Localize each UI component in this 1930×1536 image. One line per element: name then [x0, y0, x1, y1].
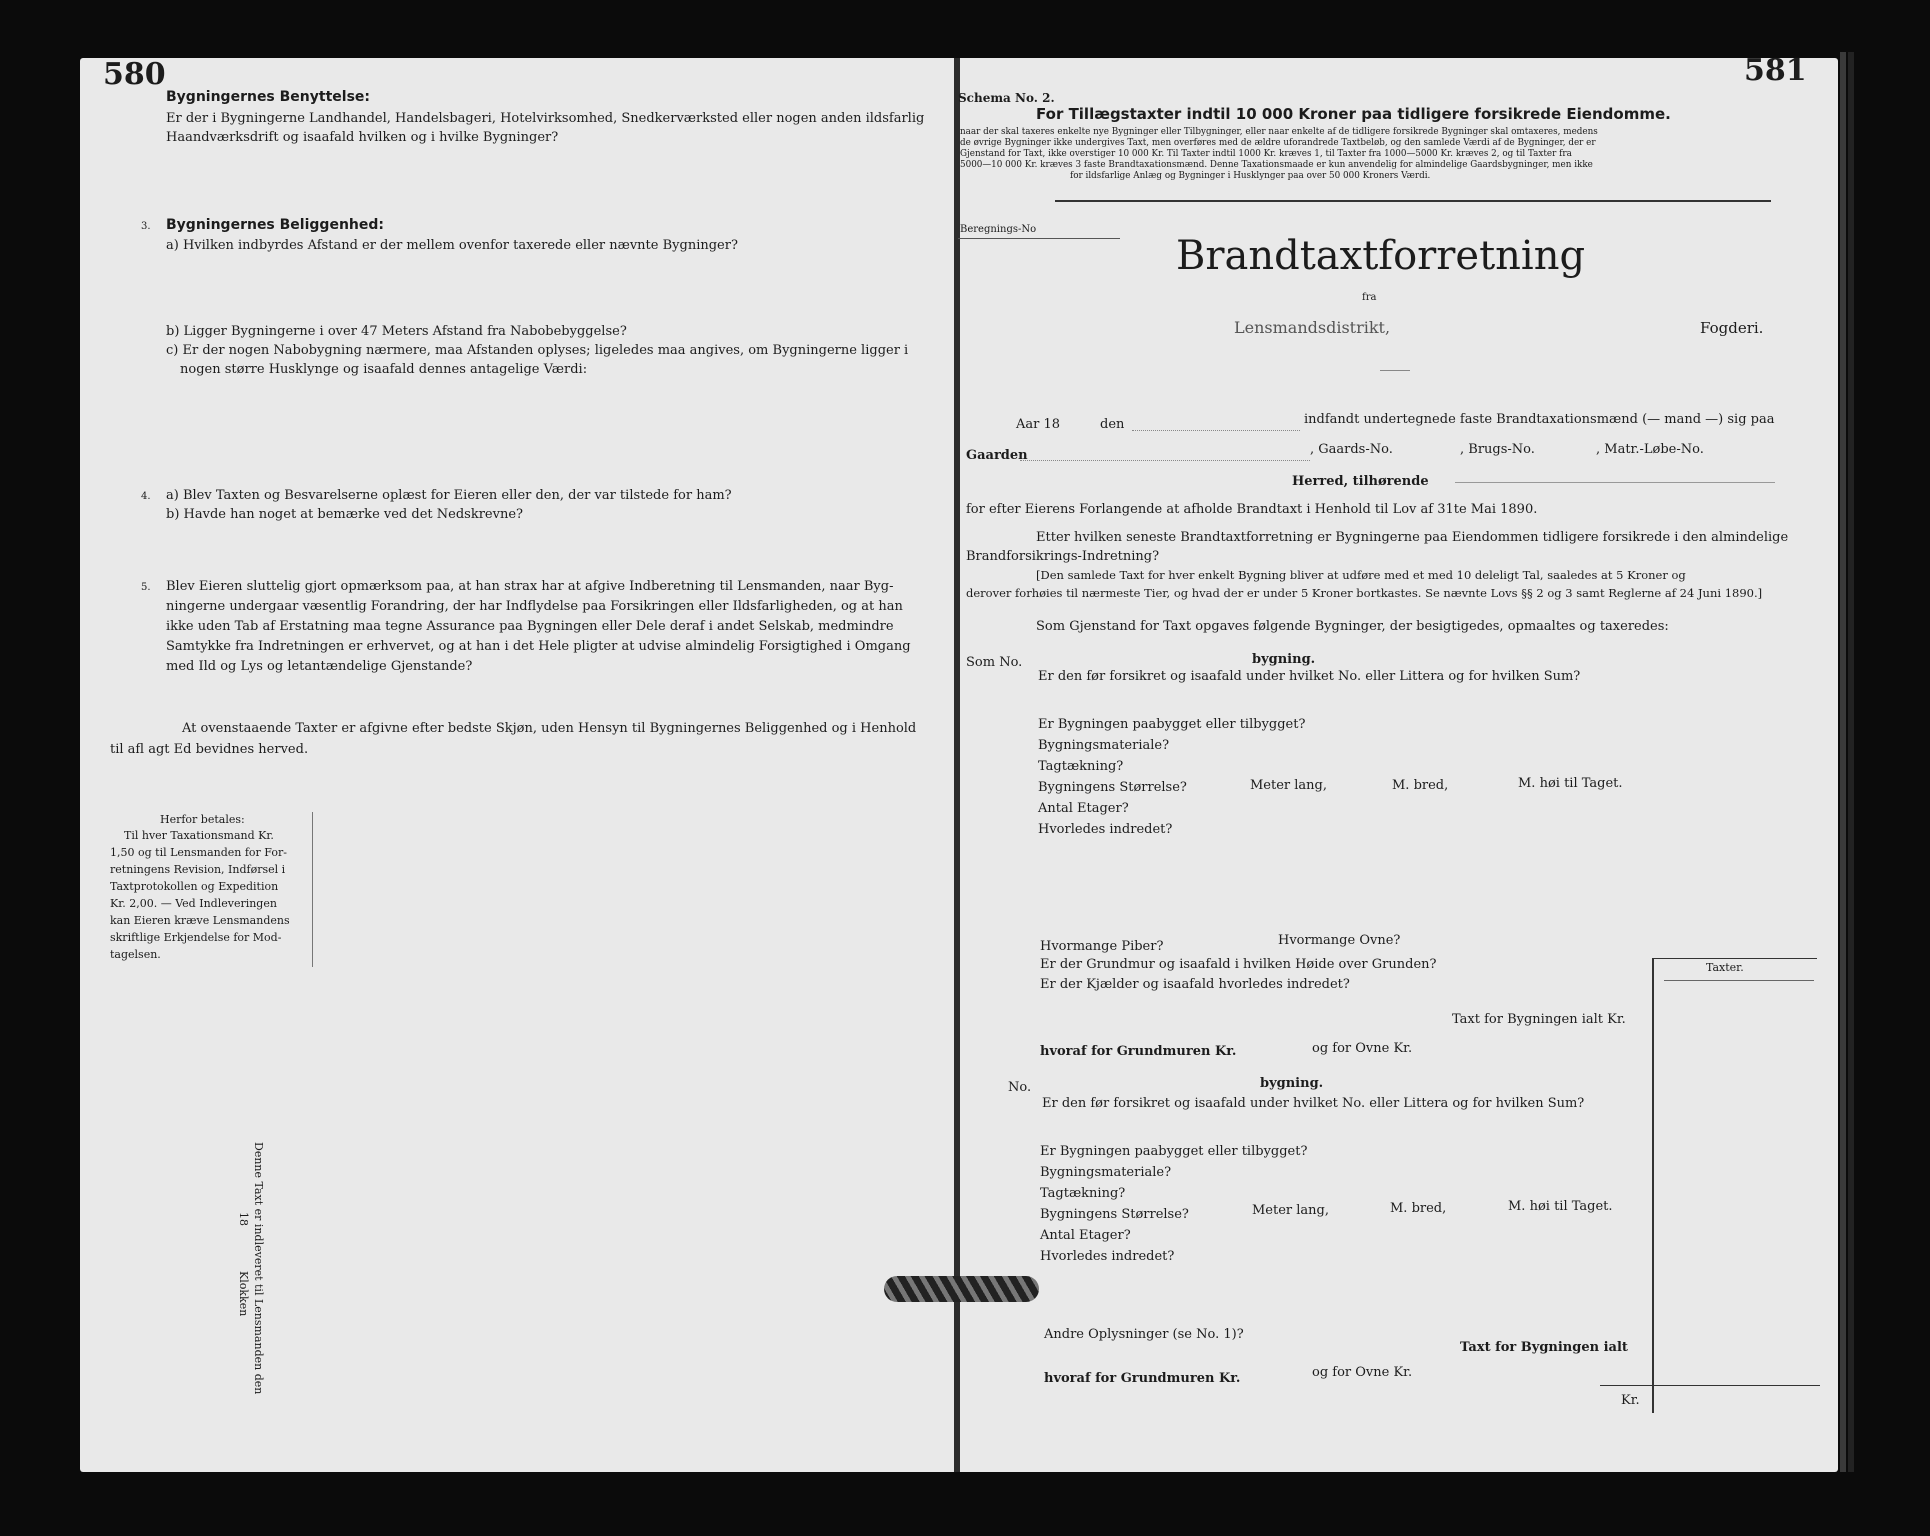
hvormange-ovne: Hvormange Ovne?: [1278, 933, 1401, 948]
q1-tagtaekning: Tagtækning?: [1038, 759, 1124, 774]
section-3-number: 3.: [141, 221, 151, 232]
etter-line-2: Brandforsikrings-Indretning?: [966, 549, 1160, 564]
no-label-2: No.: [1008, 1080, 1032, 1095]
section-2-line-2: Haandværksdrift og isaafald hvilken og i hvilke Bygninger?: [166, 130, 559, 145]
section-2-title: Bygningernes Benyttelse:: [166, 89, 371, 105]
page-number-right: 581: [1744, 53, 1807, 88]
fine-print-3: Gjenstand for Taxt, ikke overstiger 10 000 Kr. Til Taxter indtil 1000 Kr. kræves 1, til Taxter fra 1000—5000 Kr. kræves 2, og til Taxter fra: [960, 149, 1572, 159]
fees-line-7: skriftlige Erkjendelse for Mod-: [110, 931, 282, 944]
q2-materiale: Bygningsmateriale?: [1040, 1165, 1172, 1180]
m-hoi-1: M. høi til Taget.: [1518, 776, 1623, 791]
q2-indredet: Hvorledes indredet?: [1040, 1249, 1175, 1264]
section-4-a: a) Blev Taxten og Besvarelserne oplæst for Eieren eller den, der var tilstede for ham?: [166, 488, 732, 503]
forlangende-text: for efter Eierens Forlangende at afholde Brandtaxt i Henhold til Lov af 31te Mai 1890.: [966, 502, 1538, 517]
oath-line-2: til afl agt Ed bevidnes herved.: [110, 742, 309, 757]
taxter-header-rule: [1664, 980, 1814, 981]
section-4-number: 4.: [141, 491, 151, 502]
fine-print-2: de øvrige Bygninger ikke undergives Taxt, men overføres med de ældre uforandrede Taxtbeløb, og den samlede Værdi af de Bygninger, der er: [960, 138, 1596, 148]
date-field: [1132, 430, 1300, 431]
binding-thread: [884, 1276, 1039, 1302]
og-ovne-2: og for Ovne Kr.: [1312, 1365, 1413, 1380]
taxt-ialt-2: Taxt for Bygningen ialt: [1460, 1340, 1628, 1355]
hvormange-piber: Hvormange Piber?: [1040, 939, 1164, 954]
q1-materiale: Bygningsmateriale?: [1038, 738, 1170, 753]
q1-paabygget: Er Bygningen paabygget eller tilbygget?: [1038, 717, 1306, 732]
q1-indredet: Hvorledes indredet?: [1038, 822, 1173, 837]
m-hoi-2: M. høi til Taget.: [1508, 1199, 1613, 1214]
taxter-header: Taxter.: [1706, 961, 1744, 974]
og-ovne-1: og for Ovne Kr.: [1312, 1041, 1413, 1056]
rotated-note-1: Denne Taxt er indleveret til Lensmanden den: [252, 1142, 265, 1395]
fees-line-1: Til hver Taxationsmand Kr.: [124, 829, 274, 842]
q2-storrelse: Bygningens Størrelse?: [1040, 1207, 1189, 1222]
section-3-a: a) Hvilken indbyrdes Afstand er der mellem ovenfor taxerede eller nævnte Bygninger?: [166, 238, 738, 253]
fees-line-6: kan Eieren kræve Lensmandens: [110, 914, 290, 927]
gjenstand-text: Som Gjenstand for Taxt opgaves følgende Bygninger, der besigtigedes, opmaaltes og taxeredes:: [1036, 619, 1669, 634]
kr-total-label: Kr.: [1621, 1393, 1640, 1408]
matr-label: , Matr.-Løbe-No.: [1596, 442, 1704, 457]
gaards-no-label: , Gaards-No.: [1310, 442, 1393, 457]
fees-line-4: Taxtprotokollen og Expedition: [110, 880, 279, 893]
rotated-note-2: 18: [237, 1212, 250, 1226]
m-bred-2: M. bred,: [1390, 1201, 1447, 1216]
den-label: den: [1100, 417, 1125, 432]
fees-line-0: Herfor betales:: [160, 813, 245, 826]
section-5-line-5: med Ild og Lys og letantændelige Gjenstande?: [166, 659, 473, 674]
hvoraf-grundmur-2: hvoraf for Grundmuren Kr.: [1044, 1371, 1241, 1386]
bracket-line-2: derover forhøies til nærmeste Tier, og hvad der er under 5 Kroner bortkastes. Se nævnte Lovs §§ 2 og 3 samt Reglerne af 24 Juni 1890.]: [966, 586, 1763, 600]
section-3-title: Bygningernes Beliggenhed:: [166, 217, 384, 233]
gaarden-label: Gaarden: [966, 448, 1028, 463]
herred-label: Herred, tilhørende: [1292, 474, 1429, 489]
section-3-b: b) Ligger Bygningerne i over 47 Meters Afstand fra Nabobebyggelse?: [166, 324, 627, 339]
total-rule: [1600, 1385, 1820, 1386]
form-header: For Tillægstaxter indtil 10 000 Kroner paa tidligere forsikrede Eiendomme.: [1036, 105, 1671, 123]
fees-line-2: 1,50 og til Lensmanden for For-: [110, 846, 287, 859]
fees-line-3: retningens Revision, Indførsel i: [110, 863, 286, 876]
oath-line-1: At ovenstaaende Taxter er afgivne efter bedste Skjøn, uden Hensyn til Bygningernes Beliggenhed og i Henhold: [182, 721, 917, 736]
rotated-note-3: Klokken: [237, 1271, 250, 1317]
kjaelder-question: Er der Kjælder og isaafald hvorledes indredet?: [1040, 977, 1350, 992]
fra-label: fra: [1362, 292, 1377, 303]
section-3-c-2: nogen større Husklynge og isaafald dennes antagelige Værdi:: [180, 362, 588, 377]
fine-print-4: 5000—10 000 Kr. kræves 3 faste Brandtaxationsmænd. Denne Taxationsmaade er kun anvendelig for almindelige Gaardsbygninger, men ikke: [960, 160, 1593, 170]
beregnings-label: Beregnings-No: [960, 224, 1037, 235]
section-4-b: b) Havde han noget at bemærke ved det Nedskrevne?: [166, 507, 523, 522]
gaarden-field: [1020, 460, 1310, 461]
taxter-column-line: [1652, 958, 1654, 1413]
fogderi-label: Fogderi.: [1700, 319, 1764, 337]
bygning-label-1: bygning.: [1252, 652, 1316, 667]
lensmand-label: Lensmandsdistrikt,: [1234, 318, 1391, 337]
meter-lang-2: Meter lang,: [1252, 1203, 1330, 1218]
section-5-line-2: ningerne undergaar væsentlig Forandring, der har Indflydelse paa Forsikringen eller Ildsfarligheden, og at han: [166, 599, 903, 614]
page-edge: [1848, 52, 1854, 1472]
q2-paabygget: Er Bygningen paabygget eller tilbygget?: [1040, 1144, 1308, 1159]
document-title: Brandtaxtforretning: [1176, 233, 1586, 279]
brugs-no-label: , Brugs-No.: [1460, 442, 1535, 457]
question-forsikret-2: Er den før forsikret og isaafald under hvilket No. eller Littera og for hvilken Sum?: [1042, 1096, 1585, 1111]
header-rule: [1055, 200, 1771, 202]
fine-print-5: for ildsfarlige Anlæg og Bygninger i Husklynger paa over 50 000 Kroners Værdi.: [1070, 171, 1431, 181]
fees-line-5: Kr. 2,00. — Ved Indleveringen: [110, 897, 277, 910]
section-5-line-1: Blev Eieren sluttelig gjort opmærksom paa, at han strax har at afgive Indberetning til Lensmanden, naar Byg-: [166, 579, 894, 594]
etter-line-1: Etter hvilken seneste Brandtaxtforretning er Bygningerne paa Eiendommen tidligere forsikrede i den almindelige: [1036, 530, 1789, 545]
aar-label: Aar 18: [1016, 417, 1061, 432]
beregnings-rule: [958, 238, 1120, 239]
fine-print-1: naar der skal taxeres enkelte nye Bygninger eller Tilbygninger, eller naar enkelte af de tidligere forsikrede Bygninger skal omtaxeres, medens: [960, 127, 1598, 137]
page-edge: [1840, 52, 1846, 1472]
meter-lang-1: Meter lang,: [1250, 778, 1328, 793]
book-fold: [954, 58, 960, 1472]
question-forsikret-1: Er den før forsikret og isaafald under hvilket No. eller Littera og for hvilken Sum?: [1038, 669, 1581, 684]
taxt-ialt-1: Taxt for Bygningen ialt Kr.: [1452, 1012, 1626, 1027]
page-number-left: 580: [103, 57, 166, 92]
q1-storrelse: Bygningens Størrelse?: [1038, 780, 1187, 795]
andre-oplysninger: Andre Oplysninger (se No. 1)?: [1044, 1327, 1244, 1342]
section-5-line-4: Samtykke fra Indretningen er erhvervet, og at han i det Hele pligter at udvise almindelig Forsigtighed i Omgang: [166, 639, 911, 654]
section-5-number: 5.: [141, 582, 151, 593]
herred-field: [1455, 482, 1775, 483]
section-5-line-3: ikke uden Tab af Erstatning maa tegne Assurance paa Bygningen eller Dele deraf i andet Selskab, medmindre: [166, 619, 894, 634]
left-page: [80, 58, 956, 1472]
hvoraf-grundmur-1: hvoraf for Grundmuren Kr.: [1040, 1044, 1237, 1059]
m-bred-1: M. bred,: [1392, 778, 1449, 793]
ornament-rule: [1380, 370, 1410, 371]
indfandt-text: indfandt undertegnede faste Brandtaxationsmænd (— mand —) sig paa: [1304, 412, 1775, 427]
q2-tagtaekning: Tagtækning?: [1040, 1186, 1126, 1201]
fees-divider: [312, 812, 313, 967]
fees-line-8: tagelsen.: [110, 948, 161, 961]
q2-etager: Antal Etager?: [1040, 1228, 1131, 1243]
schema-label: Schema No. 2.: [958, 91, 1055, 105]
bracket-line-1: [Den samlede Taxt for hver enkelt Bygning bliver at udføre med et med 10 deleligt Tal, saaledes at 5 Kroner og: [1036, 568, 1686, 582]
som-no-label: Som No.: [966, 655, 1023, 670]
section-2-line-1: Er der i Bygningerne Landhandel, Handelsbageri, Hotelvirksomhed, Snedkerværksted eller nogen anden ildsfarlig: [166, 111, 925, 126]
section-3-c-1: c) Er der nogen Nabobygning nærmere, maa Afstanden oplyses; ligeledes maa angives, om Bygningerne ligger i: [166, 343, 909, 358]
grundmur-question: Er der Grundmur og isaafald i hvilken Høide over Grunden?: [1040, 957, 1437, 972]
bygning-label-2: bygning.: [1260, 1076, 1324, 1091]
q1-etager: Antal Etager?: [1038, 801, 1129, 816]
taxter-top-rule: [1652, 958, 1817, 959]
